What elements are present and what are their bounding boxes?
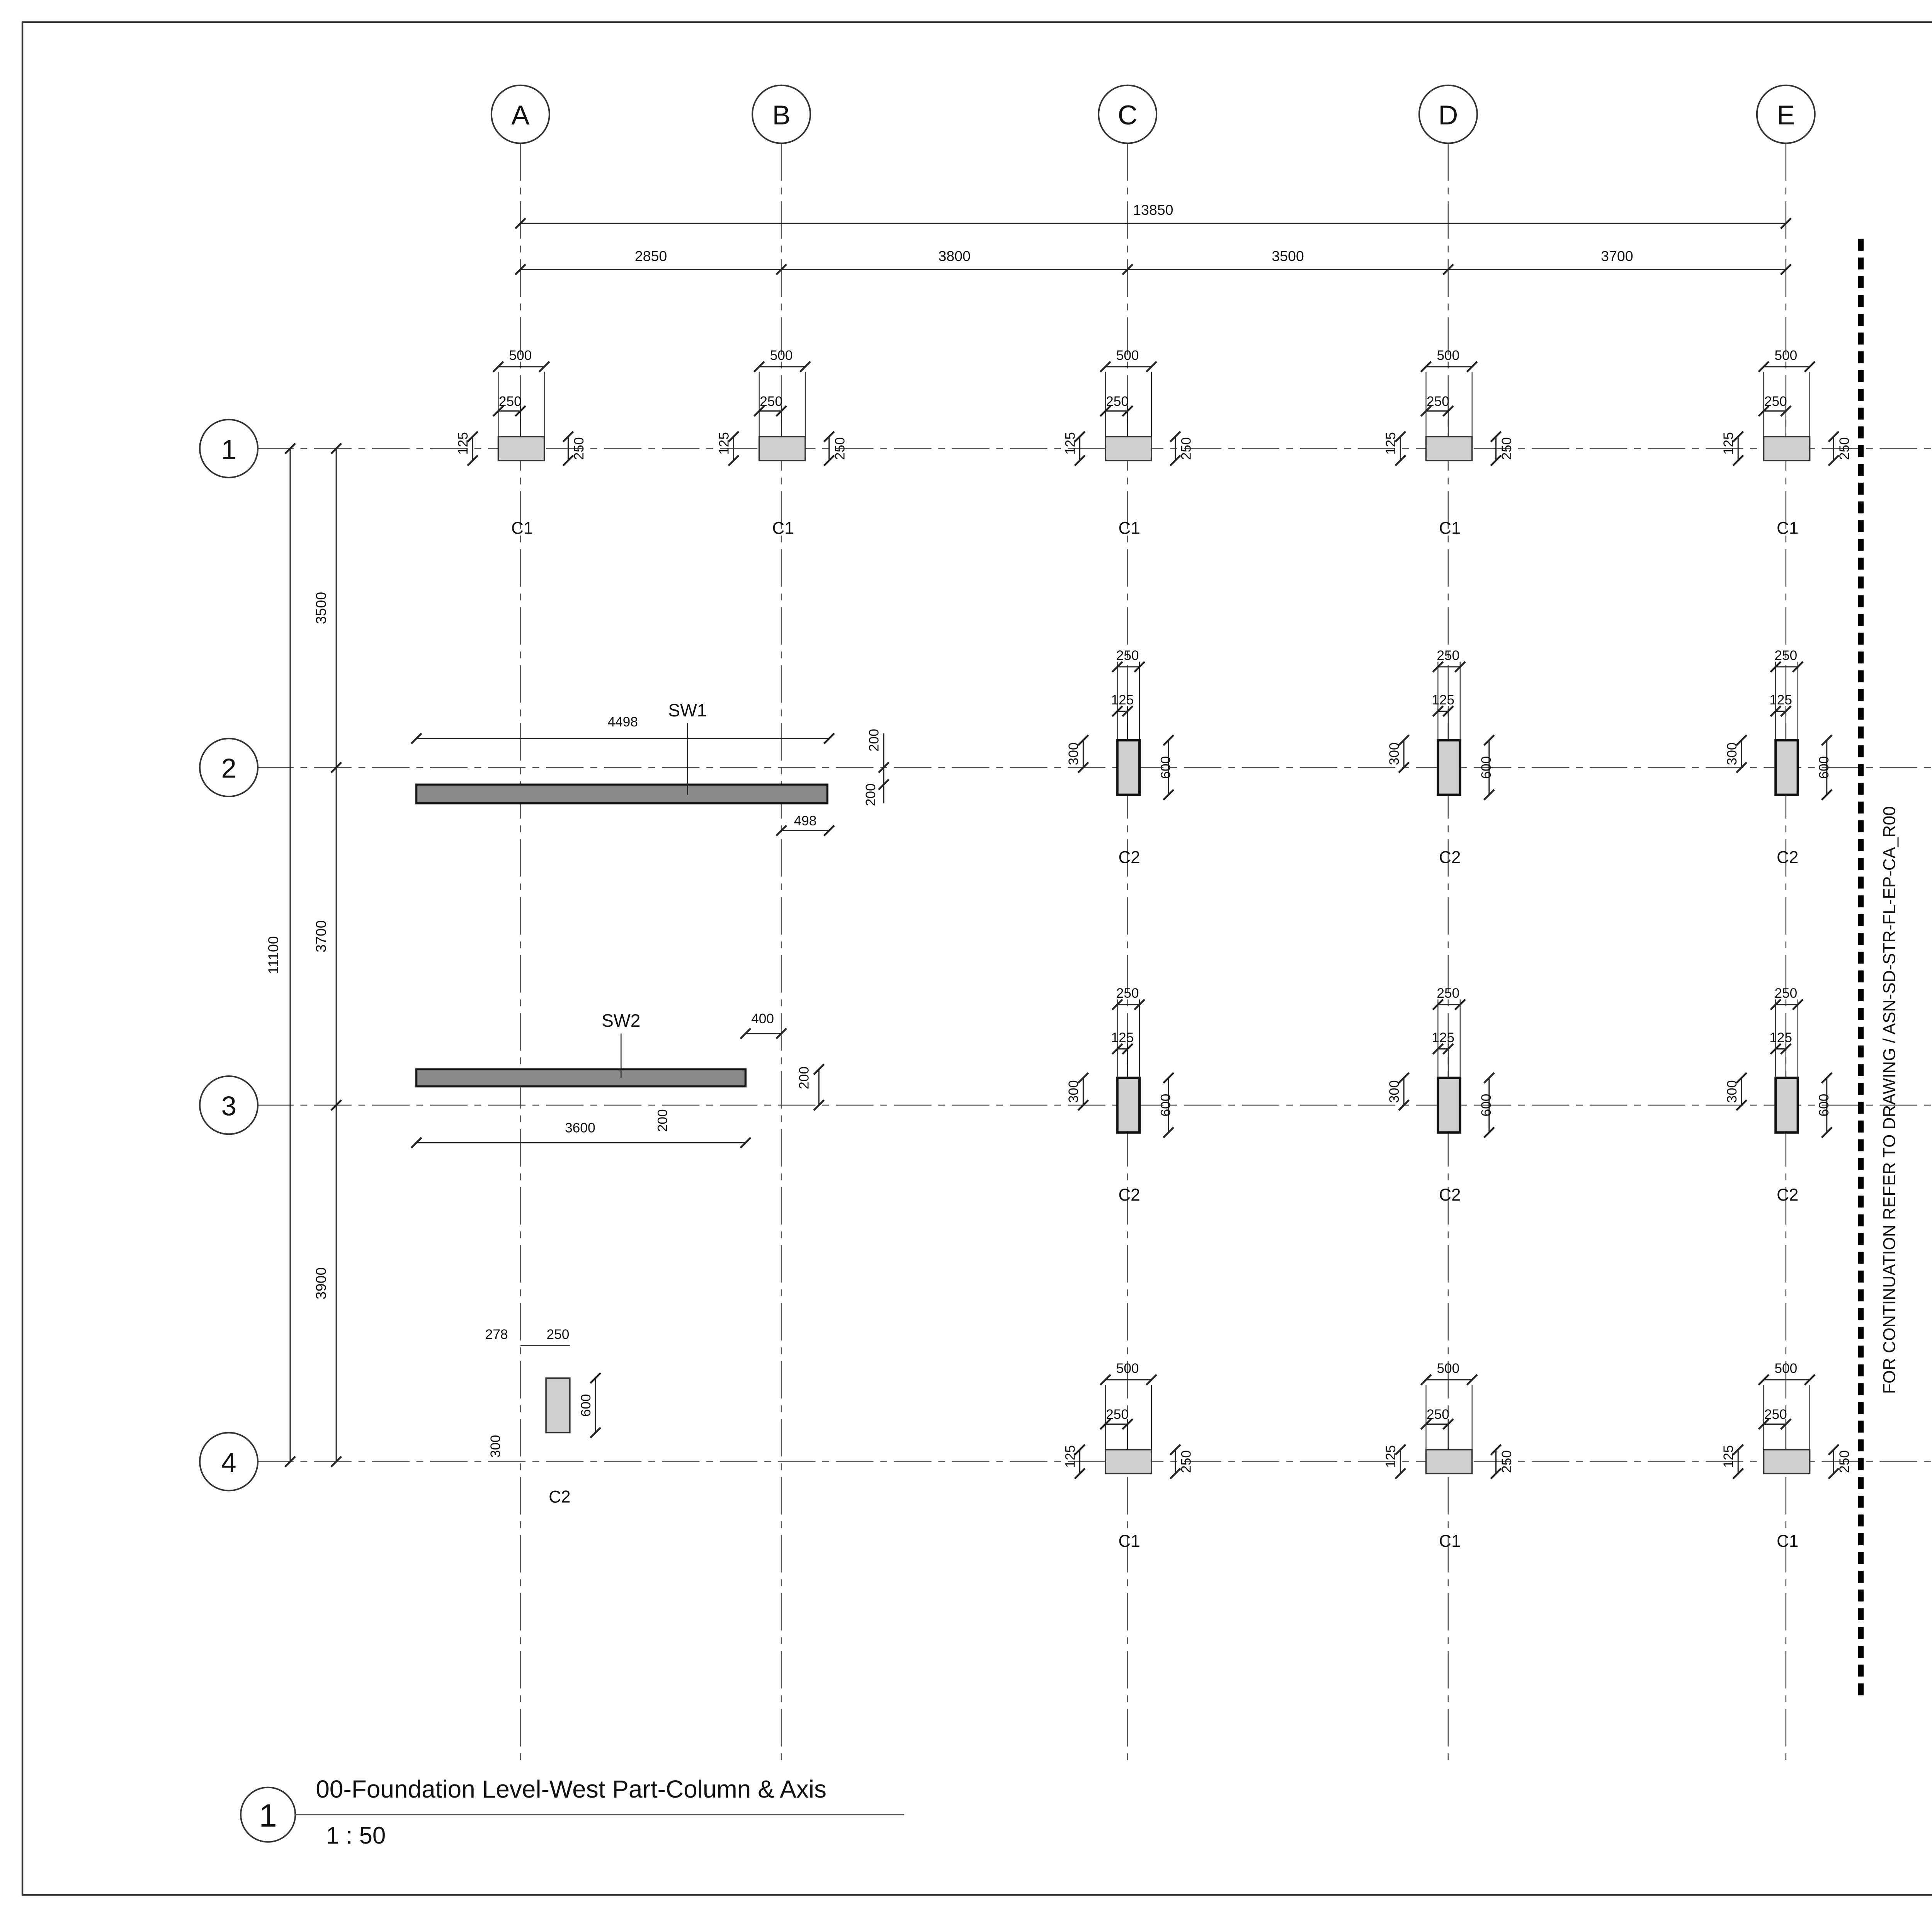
- dim-offset: 300: [1724, 1080, 1740, 1103]
- dim-width: 500: [1437, 348, 1460, 363]
- dim-offset: 300: [1386, 742, 1402, 765]
- column-c1-body: [759, 437, 805, 461]
- dim-edge: 125: [1383, 432, 1399, 455]
- column-tag: C1: [1439, 519, 1461, 538]
- column-tag: C1: [1118, 1532, 1140, 1551]
- dim-width: 250: [546, 1327, 570, 1342]
- dim-width: 500: [1116, 1361, 1139, 1376]
- column-c2-body: [1117, 740, 1139, 795]
- dim-depth: 600: [1816, 1094, 1832, 1117]
- dim-depth: 250: [1499, 1450, 1515, 1473]
- dim-edge: 125: [1769, 1030, 1793, 1045]
- dim-overall-x: 13850: [1133, 202, 1173, 218]
- dim-thickness: 200: [796, 1067, 812, 1089]
- dim-half: 250: [1426, 394, 1449, 409]
- dim-thickness-b: 200: [655, 1109, 670, 1132]
- column-c1-body: [1426, 437, 1472, 461]
- grid-label-3: 3: [221, 1090, 236, 1121]
- dim-half: 250: [1764, 394, 1787, 409]
- dim-span-y: 3500: [313, 592, 329, 624]
- dim-span-y: 3900: [313, 1267, 329, 1300]
- column-tag: C1: [1777, 1532, 1799, 1551]
- dim-width: 500: [1774, 348, 1798, 363]
- column-tag: C1: [1777, 519, 1799, 538]
- column-c1-body: [1105, 1450, 1151, 1474]
- dim-depth: 250: [571, 437, 587, 460]
- dim-depth: 600: [1816, 756, 1832, 779]
- column-tag: C1: [511, 519, 533, 538]
- column-c1-body: [1764, 437, 1810, 461]
- dim-depth: 250: [1179, 1450, 1194, 1473]
- dim-depth: 250: [1179, 437, 1194, 460]
- column-c1-body: [498, 437, 544, 461]
- column-c1-body: [1426, 1450, 1472, 1474]
- dim-edge: 125: [1111, 692, 1134, 708]
- dim-depth: 600: [578, 1394, 594, 1417]
- dim-thickness-b: 200: [863, 783, 878, 806]
- column-tag: C2: [1439, 848, 1461, 867]
- dim-span-x: 3700: [1601, 248, 1633, 264]
- view-number: 1: [259, 1797, 277, 1834]
- dim-depth: 250: [1837, 1450, 1852, 1473]
- dim-end: 498: [794, 813, 817, 829]
- dim-width: 500: [1437, 1361, 1460, 1376]
- dim-span-x: 3500: [1272, 248, 1304, 264]
- dim-edge: 125: [1111, 1030, 1134, 1045]
- dim-offset: 300: [488, 1435, 503, 1458]
- dim-span-y: 3700: [313, 920, 329, 953]
- view-scale: 1 : 50: [326, 1822, 386, 1849]
- dim-depth: 600: [1158, 1094, 1173, 1117]
- dim-length: 4498: [607, 714, 638, 730]
- dim-depth: 250: [1837, 437, 1852, 460]
- dim-edge: 125: [1721, 432, 1736, 455]
- dim-overall-y: 11100: [265, 936, 282, 975]
- dim-half: 250: [1106, 1407, 1129, 1422]
- dim-edge: 125: [1432, 692, 1455, 708]
- column-c2-body: [1438, 1078, 1460, 1132]
- dim-depth: 600: [1479, 1094, 1494, 1117]
- dim-edge: 125: [1063, 1445, 1078, 1468]
- dim-thickness: 200: [866, 729, 882, 752]
- dim-end: 400: [751, 1011, 774, 1027]
- column-c2-body: [1776, 1078, 1798, 1132]
- grid-label-2: 2: [221, 753, 236, 784]
- grid-label-E: E: [1777, 100, 1795, 131]
- grid-label-4: 4: [221, 1447, 236, 1478]
- dim-width: 250: [1437, 648, 1460, 663]
- dim-span-x: 2850: [634, 248, 667, 264]
- column-tag: C1: [772, 519, 794, 538]
- dim-offset: 300: [1066, 1080, 1082, 1103]
- continuation-note: FOR CONTINUATION REFER TO DRAWING / ASN-SD-STR-FL-EP-CA_R00: [1880, 806, 1899, 1394]
- column-c1-body: [1105, 437, 1151, 461]
- dim-depth: 600: [1479, 756, 1494, 779]
- grid-label-1: 1: [221, 434, 236, 465]
- column-c2-body: [1776, 740, 1798, 795]
- column-tag: C2: [549, 1487, 571, 1507]
- column-tag: C2: [1777, 1186, 1799, 1205]
- dim-depth: 250: [1499, 437, 1515, 460]
- dim-offset: 300: [1724, 742, 1740, 765]
- column-tag: C1: [1118, 519, 1140, 538]
- column-c1-body: [1764, 1450, 1810, 1474]
- dim-width: 500: [509, 348, 532, 363]
- wall-body: [417, 1069, 746, 1086]
- dim-length: 3600: [565, 1120, 595, 1136]
- dim-depth: 600: [1158, 756, 1173, 779]
- dim-edge: 125: [456, 432, 471, 455]
- dim-half: 250: [1426, 1407, 1449, 1422]
- column-c2-body: [1438, 740, 1460, 795]
- dim-half: 250: [760, 394, 783, 409]
- dim-offset: 300: [1386, 1080, 1402, 1103]
- grid-label-D: D: [1438, 100, 1458, 131]
- dim-width: 500: [1774, 1361, 1798, 1376]
- dim-span-x: 3800: [938, 248, 971, 264]
- dim-half: 250: [1764, 1407, 1787, 1422]
- dim-width: 500: [1116, 348, 1139, 363]
- dim-edge: 125: [1769, 692, 1793, 708]
- dim-width: 250: [1116, 648, 1139, 663]
- view-name: 00-Foundation Level-West Part-Column & Axis: [316, 1775, 827, 1803]
- dim-edge: 125: [1063, 432, 1078, 455]
- dim-width: 250: [1774, 986, 1798, 1001]
- wall-body: [417, 784, 828, 803]
- column-tag: C2: [1777, 848, 1799, 867]
- column-tag: C1: [1439, 1532, 1461, 1551]
- dim-width: 250: [1774, 648, 1798, 663]
- dim-edge: 125: [716, 432, 732, 455]
- grid-label-C: C: [1117, 100, 1138, 131]
- column-tag: C2: [1118, 1186, 1140, 1205]
- grid-label-B: B: [772, 100, 791, 131]
- column-c2-body: [1117, 1078, 1139, 1132]
- dim-edge: 125: [1721, 1445, 1736, 1468]
- column-c2-body: [546, 1378, 570, 1432]
- grid-label-A: A: [511, 100, 530, 131]
- column-tag: C2: [1439, 1186, 1461, 1205]
- wall-tag: SW1: [668, 700, 707, 720]
- dim-offset: 300: [1066, 742, 1082, 765]
- dim-half: 250: [1106, 394, 1129, 409]
- dim-width: 500: [770, 348, 793, 363]
- wall-tag: SW2: [602, 1010, 641, 1031]
- dim-width: 250: [1437, 986, 1460, 1001]
- column-tag: C2: [1118, 848, 1140, 867]
- dim-half: 250: [498, 394, 522, 409]
- dim-edge: 125: [1383, 1445, 1399, 1468]
- dim-offset-x: 278: [485, 1327, 508, 1342]
- dim-edge: 125: [1432, 1030, 1455, 1045]
- dim-depth: 250: [832, 437, 848, 460]
- dim-width: 250: [1116, 986, 1139, 1001]
